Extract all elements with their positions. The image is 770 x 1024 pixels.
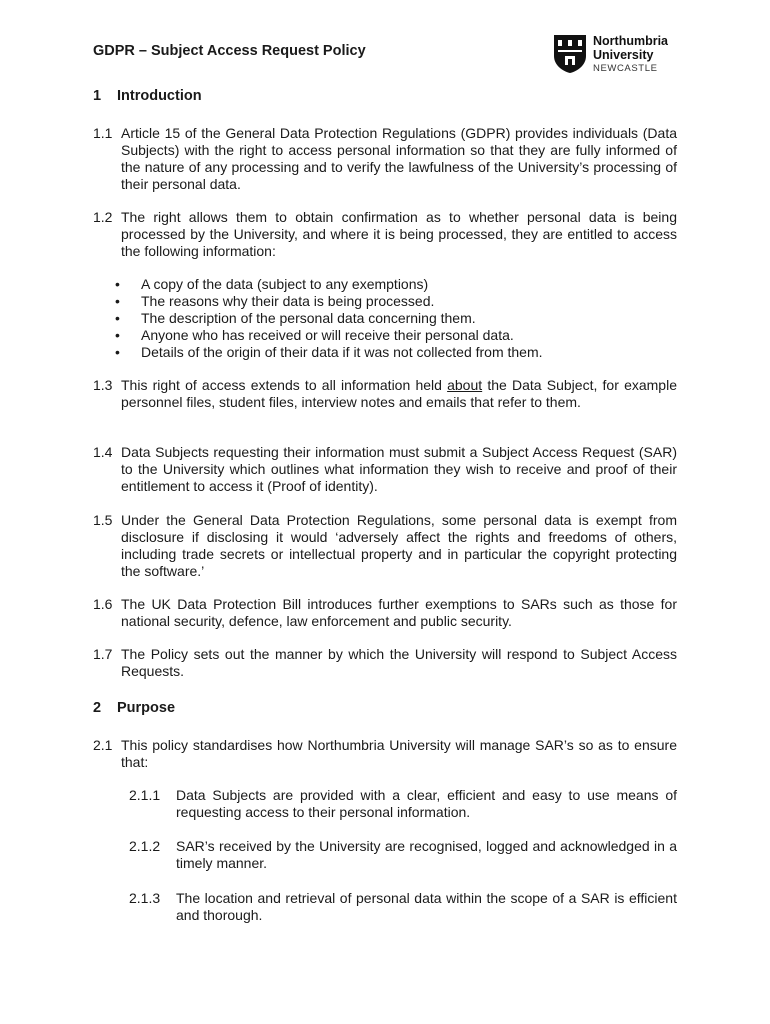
- paragraph-number: 1.7: [93, 646, 113, 662]
- subparagraph-text: SAR’s received by the University are recognised, logged and acknowledged in a timely manner.: [176, 838, 677, 871]
- subparagraph-text: Data Subjects are provided with a clear, efficient and easy to use means of requesting access to their personal information.: [176, 787, 677, 820]
- list-item: • The description of the personal data concerning them.: [115, 310, 675, 327]
- logo-line-1: Northumbria: [593, 34, 668, 48]
- paragraph-number: 1.2: [93, 209, 113, 225]
- paragraph-text: The UK Data Protection Bill introduces further exemptions to SARs such as those for national security, defence, law enforcement and public security.: [121, 596, 677, 629]
- paragraph-number: 1.3: [93, 377, 113, 393]
- paragraph-number: 2.1: [93, 737, 113, 753]
- logo-line-3: NEWCASTLE: [593, 63, 658, 74]
- paragraph-2-1: [93, 737, 677, 771]
- list-item: • A copy of the data (subject to any exemptions): [115, 276, 675, 293]
- section-number: 2: [93, 700, 102, 716]
- paragraph-1-2: [93, 209, 677, 260]
- subparagraph-2-1-1: [129, 787, 677, 821]
- paragraph-text: The right allows them to obtain confirmation as to whether personal data is being processed by the University, and where it is being processed, they are entitled to access the following information:: [121, 209, 677, 259]
- list-item: • Anyone who has received or will receive their personal data.: [115, 327, 675, 344]
- section-number: 1: [93, 88, 102, 104]
- list-item: • The reasons why their data is being processed.: [115, 293, 675, 310]
- subparagraph-2-1-3: [129, 890, 677, 924]
- section-1-heading: [93, 88, 202, 104]
- paragraph-text: This policy standardises how Northumbria University will manage SAR’s so as to ensure that:: [121, 737, 677, 770]
- subparagraph-number: 2.1.1: [129, 787, 161, 803]
- section-title: Introduction: [117, 88, 202, 104]
- logo-line-2: University: [593, 48, 654, 62]
- paragraph-text: Data Subjects requesting their information must submit a Subject Access Request (SAR) to the University which outlines what information they wish to receive and proof of their entitlement to access it (Proof of identity).: [121, 444, 677, 494]
- paragraph-1-4: [93, 444, 677, 495]
- access-information-list: [115, 276, 675, 361]
- paragraph-1-5: [93, 512, 677, 580]
- subparagraph-2-1-2: [129, 838, 677, 872]
- paragraph-number: 1.5: [93, 512, 113, 528]
- paragraph-text: Article 15 of the General Data Protection Regulations (GDPR) provides individuals (Data Subjects) with the right to access personal information so that they are fully informed of the nature of any processing and to verify the lawfulness of the University’s processing of their personal data.: [121, 125, 677, 192]
- university-logo: [553, 34, 683, 76]
- paragraph-number: 1.6: [93, 596, 113, 612]
- subparagraph-text: The location and retrieval of personal data within the scope of a SAR is efficient and thorough.: [176, 890, 677, 923]
- crest-icon: [553, 34, 587, 74]
- paragraph-1-6: [93, 596, 677, 630]
- paragraph-1-3: [93, 377, 677, 411]
- document-title: GDPR – Subject Access Request Policy: [93, 43, 366, 59]
- paragraph-1-1: [93, 125, 677, 193]
- section-title: Purpose: [117, 700, 176, 716]
- paragraph-1-7: [93, 646, 677, 680]
- section-2-heading: [93, 700, 175, 716]
- paragraph-number: 1.4: [93, 444, 113, 460]
- list-item: • Details of the origin of their data if it was not collected from them.: [115, 344, 675, 361]
- paragraph-text: Under the General Data Protection Regulations, some personal data is exempt from disclosure if disclosing it would ‘adversely affect the rights and freedoms of others, including trade secrets or intellectual property and in particular the copyright protecting the software.’: [121, 512, 677, 579]
- paragraph-text: The Policy sets out the manner by which the University will respond to Subject Access Requests.: [121, 646, 677, 679]
- paragraph-text: This right of access extends to all information held about the Data Subject, for example personnel files, student files, interview notes and emails that refer to them.: [121, 377, 677, 410]
- underlined-word: about: [447, 377, 483, 393]
- subparagraph-number: 2.1.3: [129, 890, 161, 906]
- subparagraph-number: 2.1.2: [129, 838, 161, 854]
- paragraph-number: 1.1: [93, 125, 113, 141]
